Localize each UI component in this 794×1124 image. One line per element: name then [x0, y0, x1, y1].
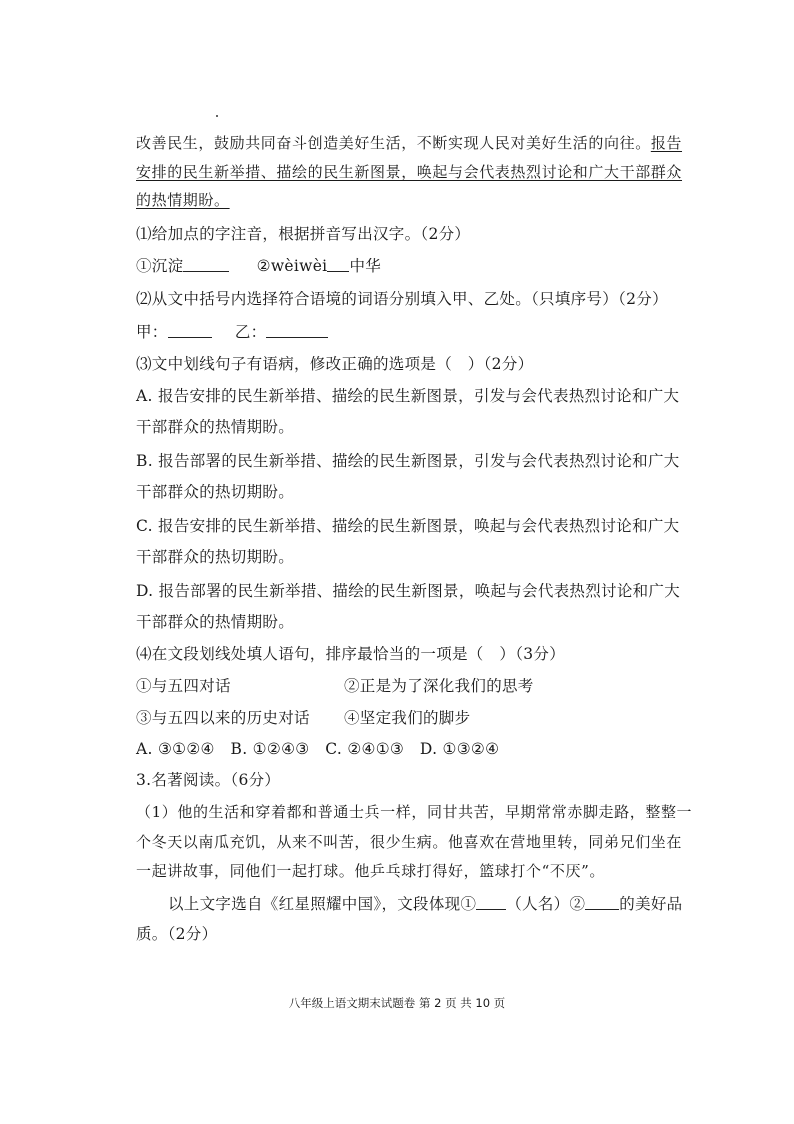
answer-blank[interactable] [476, 895, 506, 910]
q3-option-b: B. 报告部署的民生新举措、描绘的民生新图景，引发与会代表热烈讨论和广大 [136, 452, 680, 470]
section-title: 3.名著阅读。（6分） [136, 771, 281, 789]
q3-option-a-cont: 干部群众的热情期盼。 [136, 418, 295, 436]
q3-option-b-cont: 干部群众的热切期盼。 [136, 483, 295, 501]
q4-row-1: ①与五四对话 ②正是为了深化我们的思考 [136, 677, 534, 695]
excerpt-line-3: 一起讲故事，同他们一起打球。他乒乓球打得好，篮球打个“不厌”。 [136, 862, 605, 880]
q3-option-c: C. 报告安排的民生新举措、描绘的民生新图景，唤起与会代表热烈讨论和广大 [136, 517, 680, 535]
q5-question-cont: 质。（2分） [136, 925, 218, 943]
passage-line-3: 的热情期盼。 [136, 191, 230, 209]
q3-option-a: A. 报告安排的民生新举措、描绘的民生新图景，引发与会代表热烈讨论和广大 [136, 387, 680, 405]
page-footer: 八年级上语文期末试题卷 第 2 页 共 10 页 [288, 996, 506, 1010]
q1-stem: ⑴给加点的字注音，根据拼音写出汉字。（2分） [136, 225, 471, 243]
q2-blanks: 甲： 乙： [136, 320, 328, 342]
q4-row-2: ③与五四以来的历史对话 ④坚定我们的脚步 [136, 709, 471, 727]
answer-blank[interactable] [168, 323, 212, 338]
q1-items: ①沉淀 ②wèiwèi 中华 [136, 257, 382, 275]
answer-blank[interactable] [183, 257, 229, 272]
q5-question: 以上文字选自《红星照耀中国》，文段体现① （人名）② 的美好品 [168, 895, 683, 913]
answer-blank[interactable] [327, 257, 349, 272]
excerpt-line-2: 个冬天以南瓜充饥，从来不叫苦，很少生病。他喜欢在营地里转，同弟兄们坐在 [136, 833, 683, 851]
emphasis-dot [216, 115, 218, 117]
excerpt-line-1: （1）他的生活和穿着都和普通士兵一样，同甘共苦，早期常常赤脚走路，整整一 [136, 803, 693, 821]
q3-option-d-cont: 干部群众的热情期盼。 [136, 613, 295, 631]
passage-line-2: 安排的民生新举措、描绘的民生新图景，唤起与会代表热烈讨论和广大干部群众 [136, 163, 683, 181]
q3-option-d: D. 报告部署的民生新举措、描绘的民生新图景，唤起与会代表热烈讨论和广大 [136, 582, 681, 600]
passage-line-1: 改善民生，鼓励共同奋斗创造美好生活，不断实现人民对美好生活的向往。报告 [136, 134, 683, 152]
q4-choices: A. ③①②④ B. ①②④③ C. ②④①③ D. ①③②④ [136, 740, 500, 758]
q3-option-c-cont: 干部群众的热切期盼。 [136, 548, 295, 566]
q4-stem: ⑷在文段划线处填人语句，排序最恰当的一项是（ ）（3分） [136, 645, 566, 663]
q3-stem: ⑶文中划线句子有语病，修改正确的选项是（ ）（2分） [136, 355, 534, 373]
answer-blank[interactable] [585, 895, 619, 910]
answer-blank[interactable] [266, 323, 328, 338]
q2-stem: ⑵从文中括号内选择符合语境的词语分别填入甲、乙处。（只填序号）（2分） [136, 290, 668, 308]
